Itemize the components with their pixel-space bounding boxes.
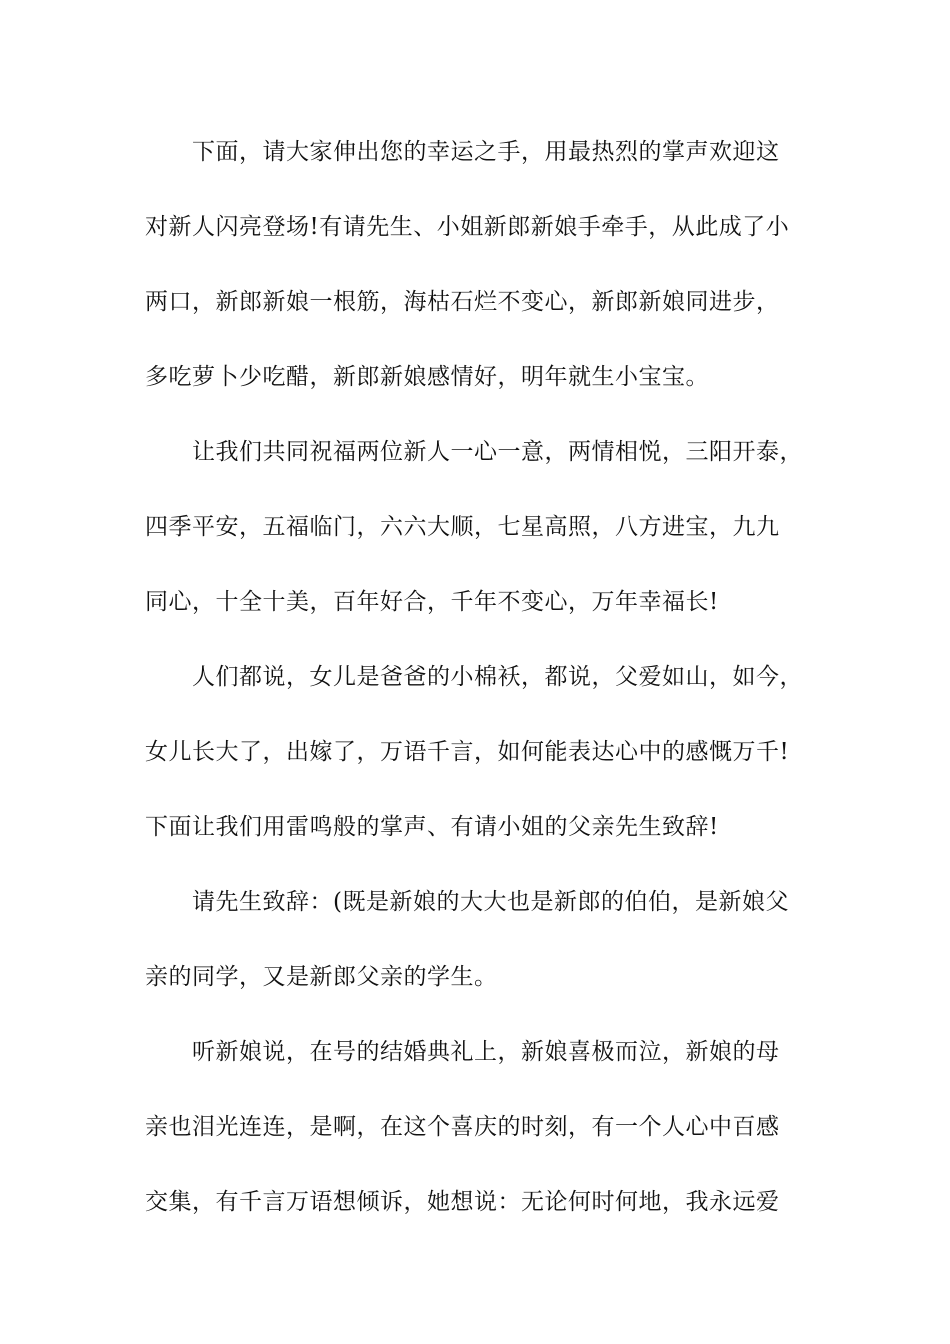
text-line: 亲的同学，又是新郎父亲的学生。: [145, 964, 498, 990]
text-line: 人们都说，女儿是爸爸的小棉袄，都说，父爱如山，如今，: [192, 664, 803, 690]
text-line: 多吃萝卜少吃醋，新郎新娘感情好，明年就生小宝宝。: [145, 364, 709, 390]
text-line: 交集，有千言万语想倾诉，她想说：无论何时何地，我永远爱: [145, 1189, 780, 1215]
document-body: [145, 131, 825, 1256]
text-line: 同心，十全十美，百年好合，千年不变心，万年幸福长!: [145, 589, 719, 615]
text-line: 下面，请大家伸出您的幸运之手，用最热烈的掌声欢迎这: [192, 139, 780, 165]
text-line: 四季平安，五福临门，六六大顺，七星高照，八方进宝，九九: [145, 514, 780, 540]
text-line: 请先生致辞：(既是新娘的大大也是新郎的伯伯，是新娘父: [192, 889, 789, 915]
text-line: 两口，新郎新娘一根筋，海枯石烂不变心，新郎新娘同进步，: [145, 289, 780, 315]
text-line: 女儿长大了，出嫁了，万语千言，如何能表达心中的感慨万千!: [145, 739, 790, 765]
text-line: 让我们共同祝福两位新人一心一意，两情相悦，三阳开泰，: [192, 439, 803, 465]
text-line: 亲也泪光连连，是啊，在这个喜庆的时刻，有一个人心中百感: [145, 1114, 780, 1140]
text-line: 听新娘说，在号的结婚典礼上，新娘喜极而泣，新娘的母: [192, 1039, 780, 1065]
text-line: 对新人闪亮登场!有请先生、小姐新郎新娘手牵手，从此成了小: [145, 214, 790, 240]
text-line: 下面让我们用雷鸣般的掌声、有请小姐的父亲先生致辞!: [145, 814, 719, 840]
